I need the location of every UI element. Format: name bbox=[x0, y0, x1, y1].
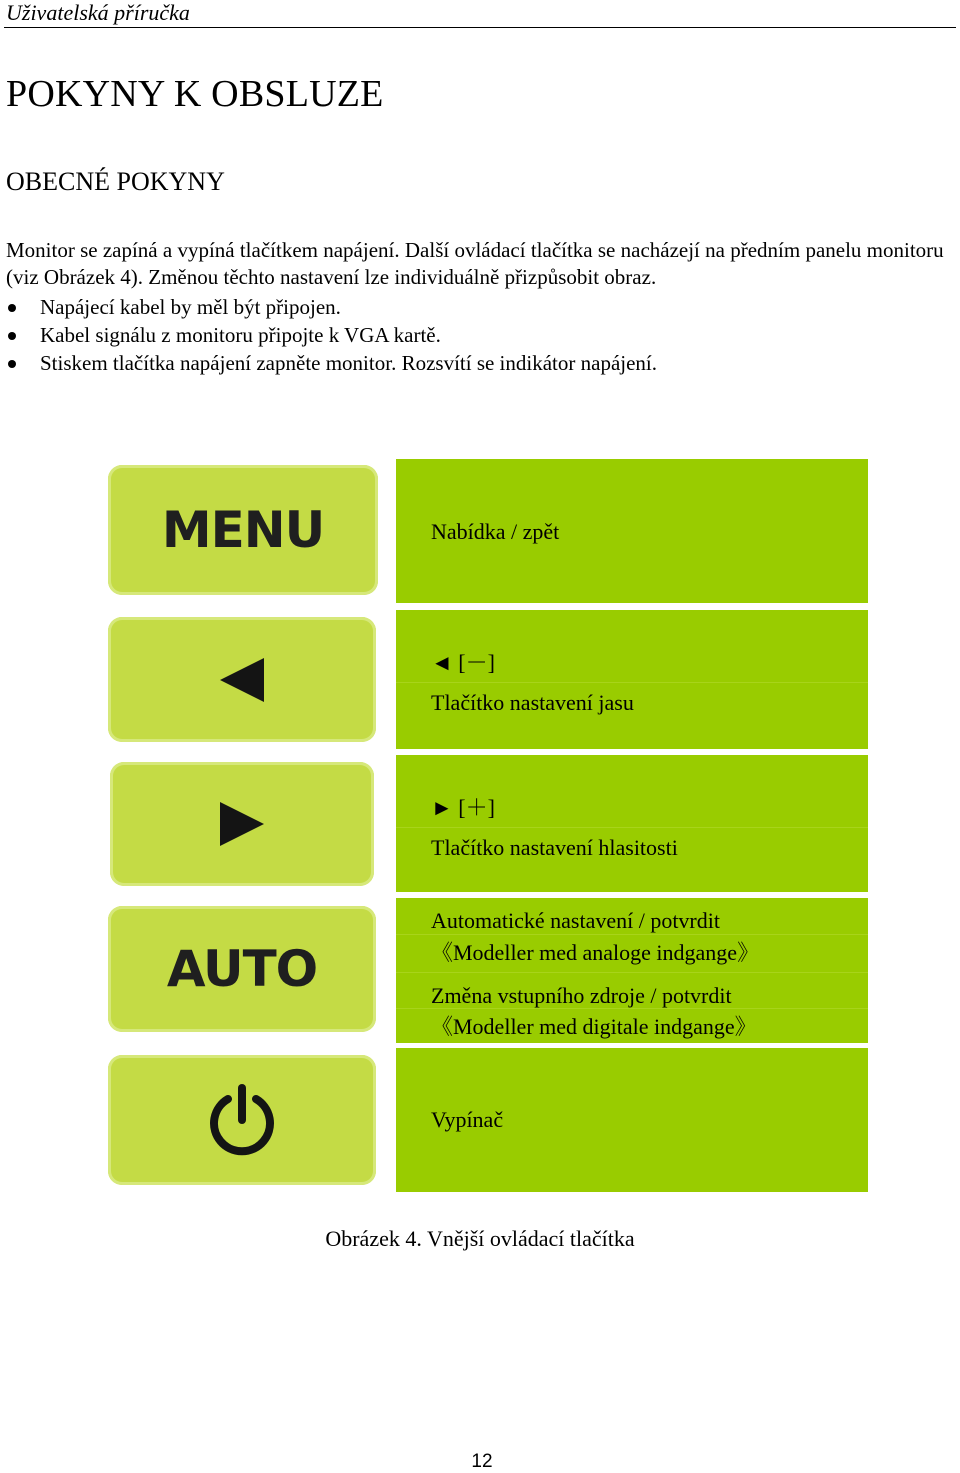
intro-paragraph: Monitor se zapíná a vypíná tlačítkem napájení. Další ovládací tlačítka se nacházejí na předním panelu monitoru (viz Obrázek 4). Změnou těchto nastavení lze individuálně přizpůsobit obraz. bbox=[6, 238, 944, 289]
instruction-list bbox=[6, 293, 657, 377]
divider bbox=[396, 934, 868, 935]
power-icon bbox=[204, 1082, 280, 1158]
right-arrow-icon bbox=[212, 794, 272, 854]
menu-button-label: MENU bbox=[161, 501, 325, 559]
page-number: 12 bbox=[471, 1451, 493, 1472]
left-symbol-text: ◄ [－] bbox=[431, 650, 495, 675]
list-item-text: Kabel signálu z monitoru připojte k VGA kartě. bbox=[40, 323, 441, 347]
running-header: Uživatelská příručka bbox=[6, 0, 190, 25]
bullet-icon bbox=[8, 360, 16, 368]
power-description-panel bbox=[396, 1048, 868, 1192]
bullet-icon bbox=[8, 304, 16, 312]
header-rule bbox=[4, 27, 956, 28]
left-arrow-button bbox=[108, 617, 376, 742]
list-item bbox=[6, 321, 657, 349]
auto-description-line-1: Automatické nastavení / potvrdit bbox=[431, 908, 720, 933]
auto-description-panel bbox=[396, 898, 868, 1043]
divider bbox=[396, 972, 868, 973]
volume-description: Tlačítko nastavení hlasitosti bbox=[431, 835, 678, 860]
divider bbox=[396, 1008, 868, 1009]
list-item bbox=[6, 293, 657, 321]
right-arrow-button bbox=[110, 762, 374, 886]
menu-button bbox=[108, 465, 378, 595]
list-item-text: Stiskem tlačítka napájení zapněte monitor. Rozsvítí se indikátor napájení. bbox=[40, 351, 658, 375]
auto-description-line-4: 《Modeller med digitale indgange》 bbox=[431, 1014, 757, 1039]
divider bbox=[396, 827, 868, 828]
divider bbox=[396, 682, 868, 683]
power-description: Vypínač bbox=[431, 1107, 504, 1132]
list-item-text: Napájecí kabel by měl být připojen. bbox=[40, 295, 341, 319]
auto-button bbox=[108, 906, 376, 1032]
page-title: POKYNY K OBSLUZE bbox=[6, 73, 384, 115]
section-title: OBECNÉ POKYNY bbox=[6, 167, 225, 196]
right-symbol-text: ► [＋] bbox=[431, 795, 495, 820]
figure-caption: Obrázek 4. Vnější ovládací tlačítka bbox=[325, 1226, 635, 1251]
list-item bbox=[6, 349, 657, 377]
left-arrow-icon bbox=[212, 650, 272, 710]
menu-description: Nabídka / zpět bbox=[431, 519, 560, 544]
volume-description-panel bbox=[396, 755, 868, 892]
brightness-description-panel bbox=[396, 610, 868, 749]
auto-description-line-2: 《Modeller med analoge indgange》 bbox=[431, 940, 760, 965]
auto-button-label: AUTO bbox=[166, 940, 318, 998]
brightness-description: Tlačítko nastavení jasu bbox=[431, 690, 634, 715]
power-button bbox=[108, 1055, 376, 1185]
auto-description-line-3: Změna vstupního zdroje / potvrdit bbox=[431, 983, 732, 1008]
bullet-icon bbox=[8, 332, 16, 340]
menu-description-panel bbox=[396, 459, 868, 603]
